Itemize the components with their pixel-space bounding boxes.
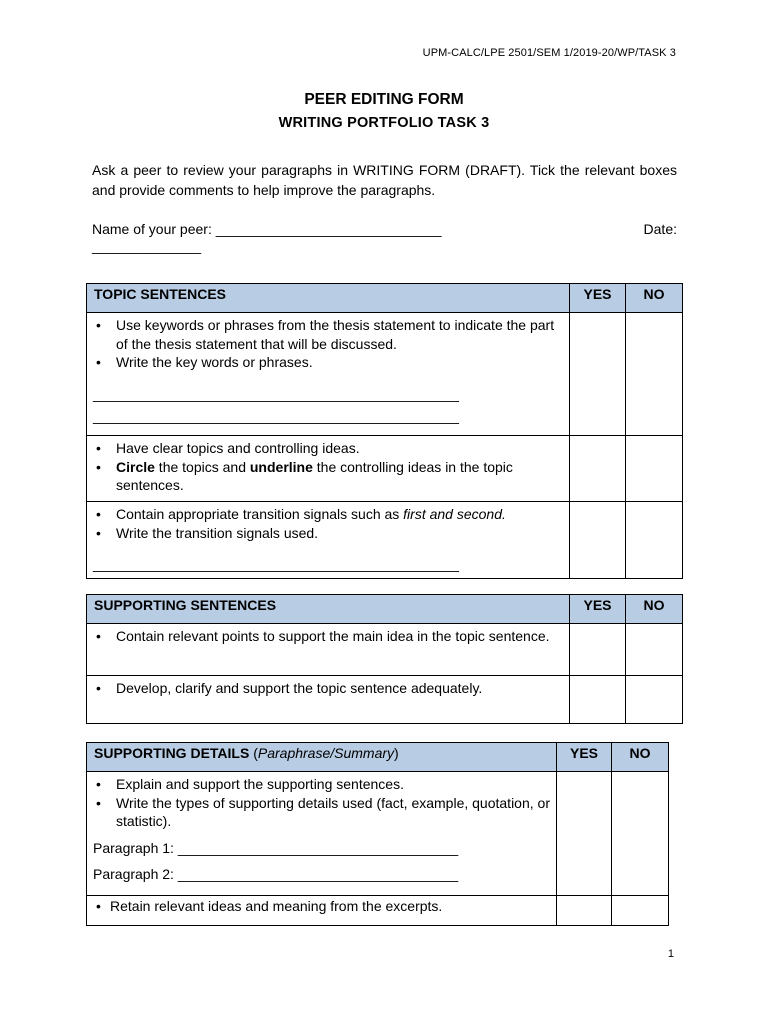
yes-checkbox[interactable]	[570, 624, 626, 676]
answer-blank[interactable]: _______________________________________________	[93, 556, 459, 572]
no-checkbox[interactable]	[626, 502, 683, 579]
bullet-icon: •	[96, 776, 101, 792]
bullet-icon: •	[96, 628, 101, 644]
topic-criterion-transitions	[87, 502, 570, 579]
bullet-icon: •	[96, 440, 101, 456]
form-title: PEER EDITING FORM	[304, 91, 464, 108]
bullet-icon: •	[96, 898, 101, 914]
answer-blank[interactable]: _______________________________________________	[93, 385, 459, 402]
bullet-icon: •	[96, 524, 101, 541]
yes-checkbox[interactable]	[557, 896, 612, 926]
header-bold-text: SUPPORTING DETAILS	[94, 745, 250, 761]
date-label: Date:	[643, 221, 677, 237]
topic-sentences-header: TOPIC SENTENCES	[87, 284, 570, 313]
supporting-sentences-header: SUPPORTING SENTENCES	[87, 595, 570, 624]
supporting-criterion-develop	[87, 676, 570, 724]
no-checkbox[interactable]	[626, 436, 683, 502]
no-header: NO	[626, 284, 683, 313]
yes-checkbox[interactable]	[570, 502, 626, 579]
criterion-example: first and second.	[403, 506, 506, 522]
supporting-criterion-relevant-points	[87, 624, 570, 676]
bullet-icon: •	[96, 680, 101, 696]
criterion-text: the topics and	[154, 458, 250, 475]
yes-checkbox[interactable]	[557, 772, 612, 896]
document-code: UPM-CALC/LPE 2501/SEM 1/2019-20/WP/TASK 3	[422, 47, 676, 59]
details-criterion-retain	[87, 896, 557, 926]
bullet-icon: •	[96, 506, 101, 522]
date-blank: ______________	[92, 238, 202, 254]
criterion-text: the controlling ideas in the topic sentences.	[116, 458, 513, 493]
criterion-text: Contain appropriate transition signals such as	[116, 506, 404, 522]
criterion-text: Have clear topics and controlling ideas.	[116, 440, 360, 456]
bullet-icon: •	[96, 794, 101, 811]
underline-word: underline	[249, 458, 313, 475]
peer-name-label: Name of your peer: _____________________________	[92, 221, 442, 237]
peer-name-line	[92, 219, 677, 239]
yes-checkbox[interactable]	[570, 676, 626, 724]
no-checkbox[interactable]	[612, 896, 669, 926]
criterion-text: Use keywords or phrases from the thesis statement to indicate the part of the thesis statement that will be discussed.	[116, 317, 555, 352]
yes-header: YES	[557, 743, 612, 772]
header-italic-text: Paraphrase/Summary	[257, 745, 395, 761]
circle-word: Circle	[116, 458, 155, 475]
topic-criterion-keywords	[87, 313, 570, 436]
no-header: NO	[612, 743, 669, 772]
details-criterion-explain	[87, 772, 557, 896]
bullet-icon: •	[96, 354, 101, 370]
supporting-sentences-table	[86, 594, 683, 724]
form-subtitle: WRITING PORTFOLIO TASK 3	[278, 115, 490, 131]
criterion-text: Develop, clarify and support the topic sentence adequately.	[116, 680, 483, 696]
header-paren-close: )	[394, 745, 399, 761]
topic-sentences-table	[86, 283, 683, 579]
answer-blank[interactable]: _______________________________________________	[93, 408, 459, 424]
supporting-details-header	[87, 743, 557, 772]
criterion-text: Write the transition signals used.	[116, 524, 319, 541]
criterion-text: Contain relevant points to support the main idea in the topic sentence.	[116, 628, 550, 644]
no-checkbox[interactable]	[626, 624, 683, 676]
no-checkbox[interactable]	[612, 772, 669, 896]
no-header: NO	[626, 595, 683, 624]
criterion-text: Explain and support the supporting sentences.	[116, 776, 404, 792]
yes-header: YES	[570, 595, 626, 624]
paragraph-2-blank[interactable]: Paragraph 2: ____________________________________	[93, 866, 459, 882]
supporting-details-table	[86, 742, 669, 926]
paragraph-1-blank[interactable]: Paragraph 1: ____________________________________	[93, 839, 459, 856]
criterion-text: Retain relevant ideas and meaning from the excerpts.	[110, 898, 443, 914]
criterion-text: Write the types of supporting details used (fact, example, quotation, or statistic).	[116, 794, 550, 829]
bullet-icon: •	[96, 458, 101, 475]
criterion-text: Write the key words or phrases.	[116, 354, 313, 370]
instructions-text: Ask a peer to review your paragraphs in WRITING FORM (DRAFT). Tick the relevant boxes and provide comments to help improve the paragraphs.	[92, 162, 677, 198]
no-checkbox[interactable]	[626, 676, 683, 724]
yes-checkbox[interactable]	[570, 313, 626, 436]
yes-checkbox[interactable]	[570, 436, 626, 502]
no-checkbox[interactable]	[626, 313, 683, 436]
page-number: 1	[667, 948, 674, 960]
topic-criterion-clear-topics	[87, 436, 570, 502]
yes-header: YES	[570, 284, 626, 313]
bullet-icon: •	[96, 317, 101, 333]
header-paren-open: (	[249, 745, 258, 761]
